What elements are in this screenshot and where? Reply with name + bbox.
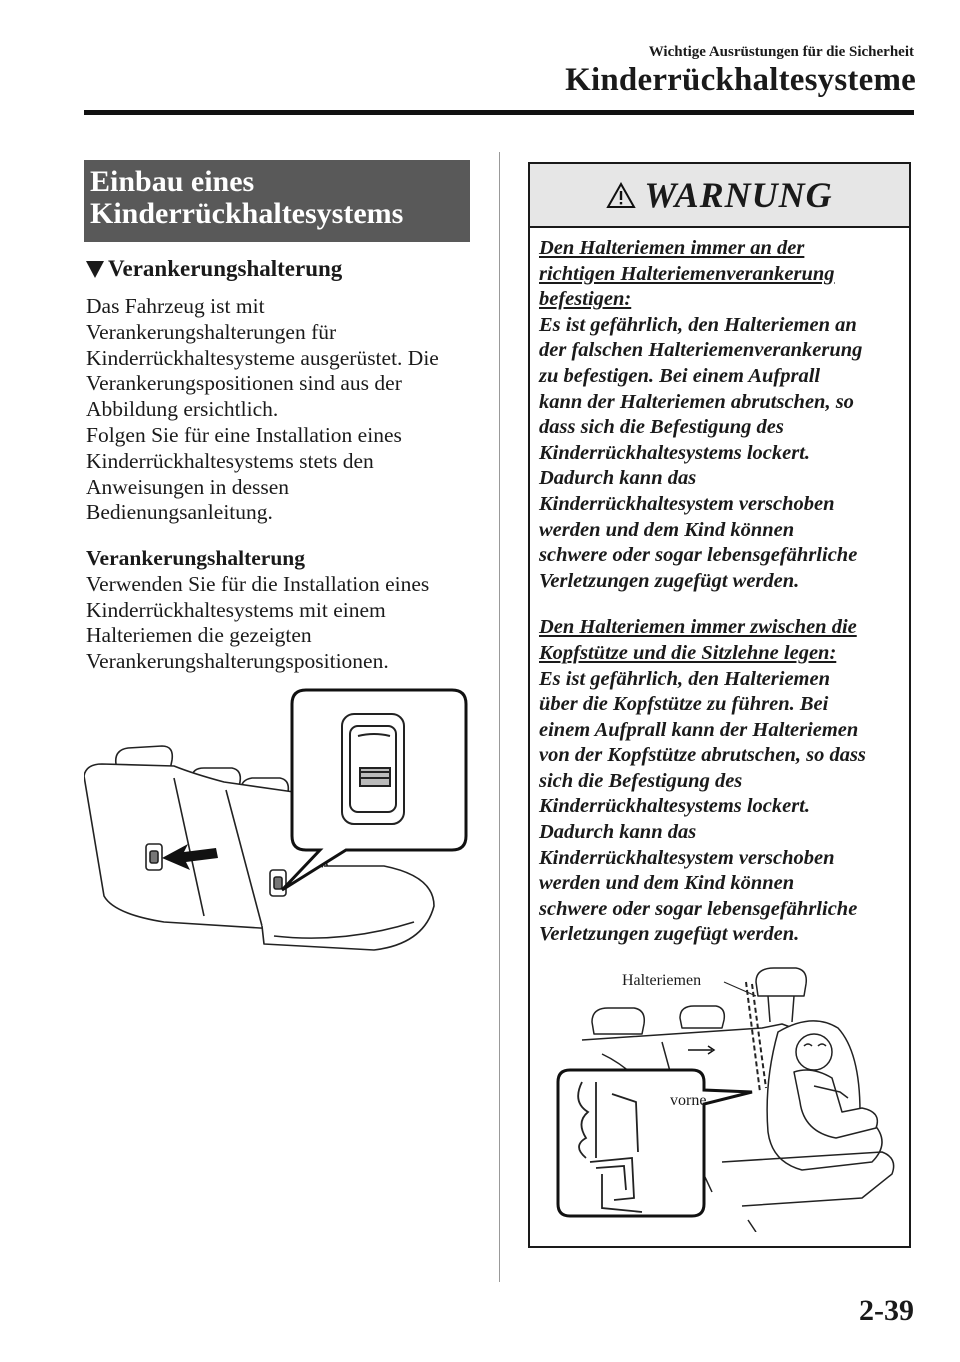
paragraph-line: Halteriemen die gezeigten xyxy=(86,623,312,648)
section-title-box xyxy=(84,160,470,242)
section-title-line-2: Kinderrückhaltesystems xyxy=(90,197,404,230)
warning-heading-line: Den Halteriemen immer an der xyxy=(539,237,805,259)
tether-strap-illustration xyxy=(542,962,902,1232)
paragraph-2 xyxy=(86,546,486,675)
paragraph-line: Verankerungshalterungspositionen. xyxy=(86,649,389,674)
figure-label-strap: Halteriemen xyxy=(622,972,702,989)
warning-header xyxy=(530,164,909,228)
warning-line: Dadurch kann das xyxy=(539,467,697,490)
header-chapter: Kinderrückhaltesysteme xyxy=(565,62,916,98)
warning-heading-line: befestigen: xyxy=(539,288,632,311)
warning-line: über die Kopfstütze zu führen. Bei xyxy=(539,693,829,716)
paragraph-line: Abbildung ersichtlich. xyxy=(86,397,279,422)
warning-line: Es ist gefährlich, den Halteriemen xyxy=(539,667,830,690)
triangle-bullet-icon xyxy=(86,261,104,278)
section-title-line-1: Einbau eines xyxy=(90,165,255,198)
warning-line: dass sich die Befestigung des xyxy=(539,416,784,439)
subheading xyxy=(86,256,342,282)
warning-line: Kinderrückhaltesystems lockert. xyxy=(539,441,811,464)
page-number: 2-39 xyxy=(859,1294,914,1327)
warning-line: schwere oder sogar lebensgefährliche xyxy=(539,544,858,567)
warning-line: Verletzungen zugefügt werden. xyxy=(539,923,800,946)
paragraph-line: Anweisungen in dessen xyxy=(86,474,290,499)
warning-line: Kinderrückhaltesystem verschoben xyxy=(539,846,835,869)
warning-line: sich die Befestigung des xyxy=(539,769,743,792)
paragraph-line: Kinderrückhaltesystems stets den xyxy=(86,448,374,473)
header-rule xyxy=(84,110,914,115)
figure-label-front: vorne xyxy=(670,1092,707,1109)
paragraph-line: Das Fahrzeug ist mit xyxy=(86,294,265,318)
paragraph-line: Bedienungsanleitung. xyxy=(86,500,273,525)
paragraph-line: Kinderrückhaltesystems mit einem xyxy=(86,597,386,622)
paragraph-title: Verankerungshalterung xyxy=(86,546,306,570)
warning-line: Kinderrückhaltesystems lockert. xyxy=(539,795,811,818)
spacer xyxy=(539,594,909,615)
paragraph-1 xyxy=(86,294,486,526)
warning-line: Kinderrückhaltesystem verschoben xyxy=(539,492,835,515)
warning-line: Dadurch kann das xyxy=(539,821,697,844)
warning-triangle-icon xyxy=(606,182,636,209)
subheading-text: Verankerungshalterung xyxy=(108,256,343,281)
warning-line: werden und dem Kind können xyxy=(539,518,795,541)
warning-line: Es ist gefährlich, den Halteriemen an xyxy=(539,313,857,336)
paragraph-line: Folgen Sie für eine Installation eines xyxy=(86,422,402,447)
warning-line: einem Aufprall kann der Halteriemen xyxy=(539,718,859,741)
header-section: Wichtige Ausrüstungen für die Sicherheit xyxy=(648,44,914,60)
seat-anchor-illustration xyxy=(84,686,474,958)
warning-line: werden und dem Kind können xyxy=(539,872,795,895)
warning-line: kann der Halteriemen abrutschen, so xyxy=(539,390,854,413)
column-divider xyxy=(499,152,500,1282)
warning-heading-line: richtigen Halteriemenverankerung xyxy=(539,262,835,285)
warning-text xyxy=(539,236,909,948)
paragraph-line: Verankerungshalterungen für xyxy=(86,319,337,344)
paragraph-line: Kinderrückhaltesysteme ausgerüstet. Die xyxy=(86,345,439,370)
warning-line: zu befestigen. Bei einem Aufprall xyxy=(539,364,821,387)
warning-heading-line: Den Halteriemen immer zwischen die xyxy=(539,616,857,639)
warning-line: Verletzungen zugefügt werden. xyxy=(539,569,800,592)
warning-box xyxy=(528,162,911,1248)
warning-title: WARNUNG xyxy=(644,175,833,215)
warning-line: von der Kopfstütze abrutschen, so dass xyxy=(539,744,866,767)
warning-line: schwere oder sogar lebensgefährliche xyxy=(539,897,858,920)
warning-heading-line: Kopfstütze und die Sitzlehne legen: xyxy=(539,641,837,664)
warning-line: der falschen Halteriemenverankerung xyxy=(539,339,863,362)
paragraph-line: Verwenden Sie für die Installation eines xyxy=(86,571,430,596)
paragraph-line: Verankerungspositionen sind aus der xyxy=(86,371,402,396)
